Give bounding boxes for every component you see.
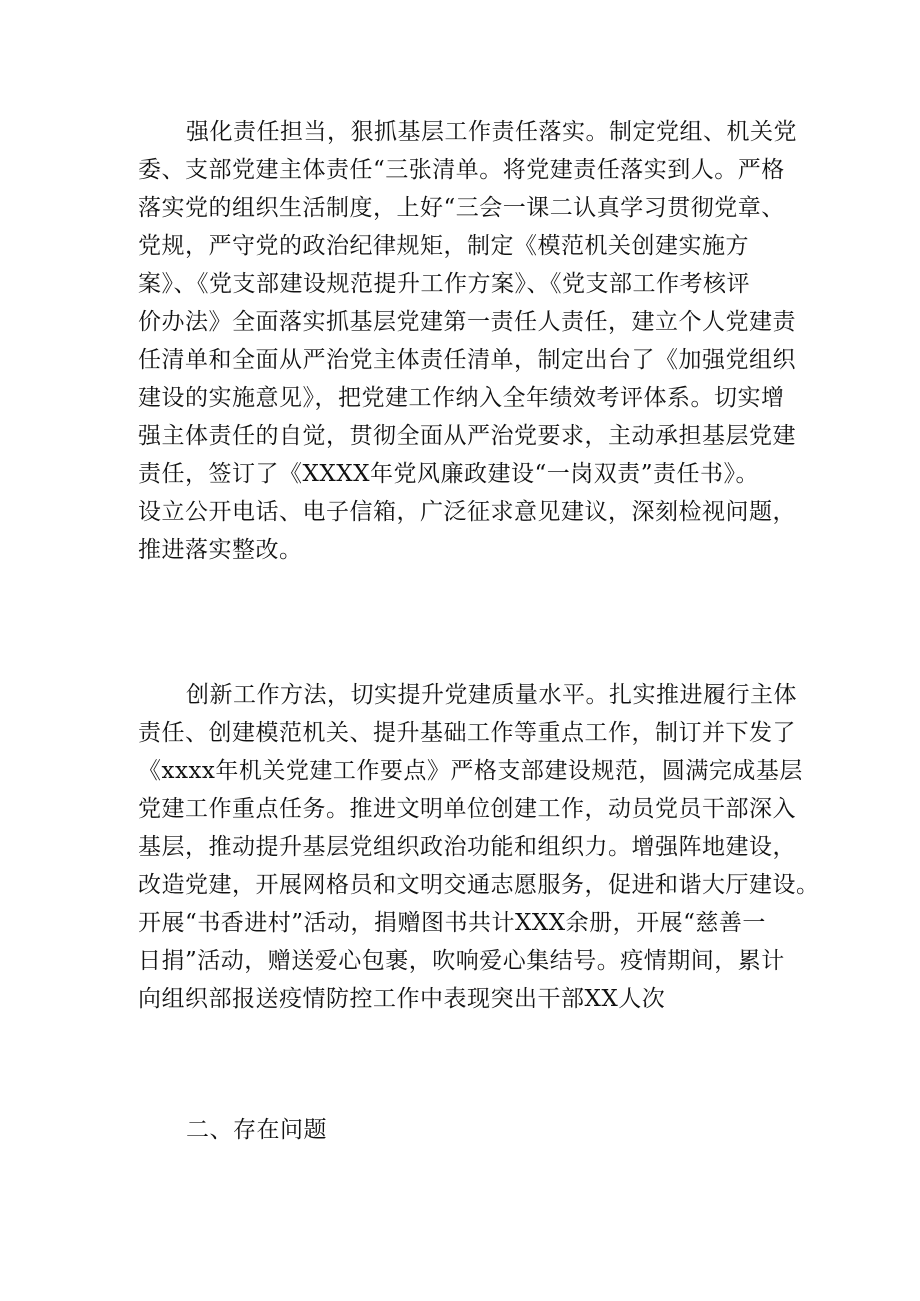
paragraph-line: 落实党的组织生活制度，上好“三会一课二认真学习贯彻党章、 [138, 195, 785, 221]
paragraph-line: 设立公开电话、电子信箱，广泛征求意见建议，深刻检视问题， [138, 499, 796, 525]
paragraph-line: 推进落实整改。 [138, 537, 303, 563]
paragraph-line: 日捐”活动，赠送爱心包裹，吹响爱心集结号。疫情期间，累计 [138, 948, 785, 974]
paragraph-line: 党规，严守党的政治纪律规矩，制定《模范机关创建实施方 [138, 233, 749, 259]
paragraph-line: 改造党建，开展网格员和文明交通志愿服务，促进和谐大厅建设。 [138, 872, 820, 898]
paragraph-line: 强化责任担当，狠抓基层工作责任落实。制定党组、机关党 [186, 119, 797, 145]
paragraph-methods [138, 676, 820, 1018]
paragraph-responsibility [138, 113, 797, 569]
paragraph-line: 责任、创建模范机关、提升基础工作等重点工作，制订并下发了 [138, 720, 796, 746]
paragraph-line: 建设的实施意见》，把党建工作纳入全年绩效考评体系。切实增 [138, 385, 785, 411]
paragraph-line: 案》、《党支部建设规范提升工作方案》、《党支部工作考核评 [138, 271, 750, 297]
paragraph-line: 任清单和全面从严治党主体责任清单，制定出台了《加强党组织 [138, 347, 796, 373]
paragraph-line: 向组织部报送疫情防控工作中表现突出干部XX人次 [138, 986, 666, 1012]
paragraph-line: 责任，签订了《XXXX年党风廉政建设“一岗双责”责任书》。 [138, 461, 760, 487]
paragraph-line: 创新工作方法，切实提升党建质量水平。扎实推进履行主体 [186, 682, 797, 708]
paragraph-line: 开展“书香进村”活动，捐赠图书共计XXX余册，开展“慈善一 [138, 910, 766, 936]
section-heading: 二、存在问题 [186, 1117, 327, 1143]
paragraph-line: 价办法》全面落实抓基层党建第一责任人责任，建立个人党建责 [138, 309, 796, 335]
paragraph-line: 《xxxx年机关党建工作要点》严格支部建设规范，圆满完成基层 [138, 758, 803, 784]
paragraph-line: 强主体责任的自觉，贯彻全面从严治党要求，主动承担基层党建 [138, 423, 796, 449]
paragraph-line: 委、支部党建主体责任“三张清单。将党建责任落实到人。严格 [138, 157, 785, 183]
paragraph-line: 基层，推动提升基层党组织政治功能和组织力。增强阵地建设， [138, 834, 796, 860]
paragraph-line: 党建工作重点任务。推进文明单位创建工作，动员党员干部深入 [138, 796, 796, 822]
